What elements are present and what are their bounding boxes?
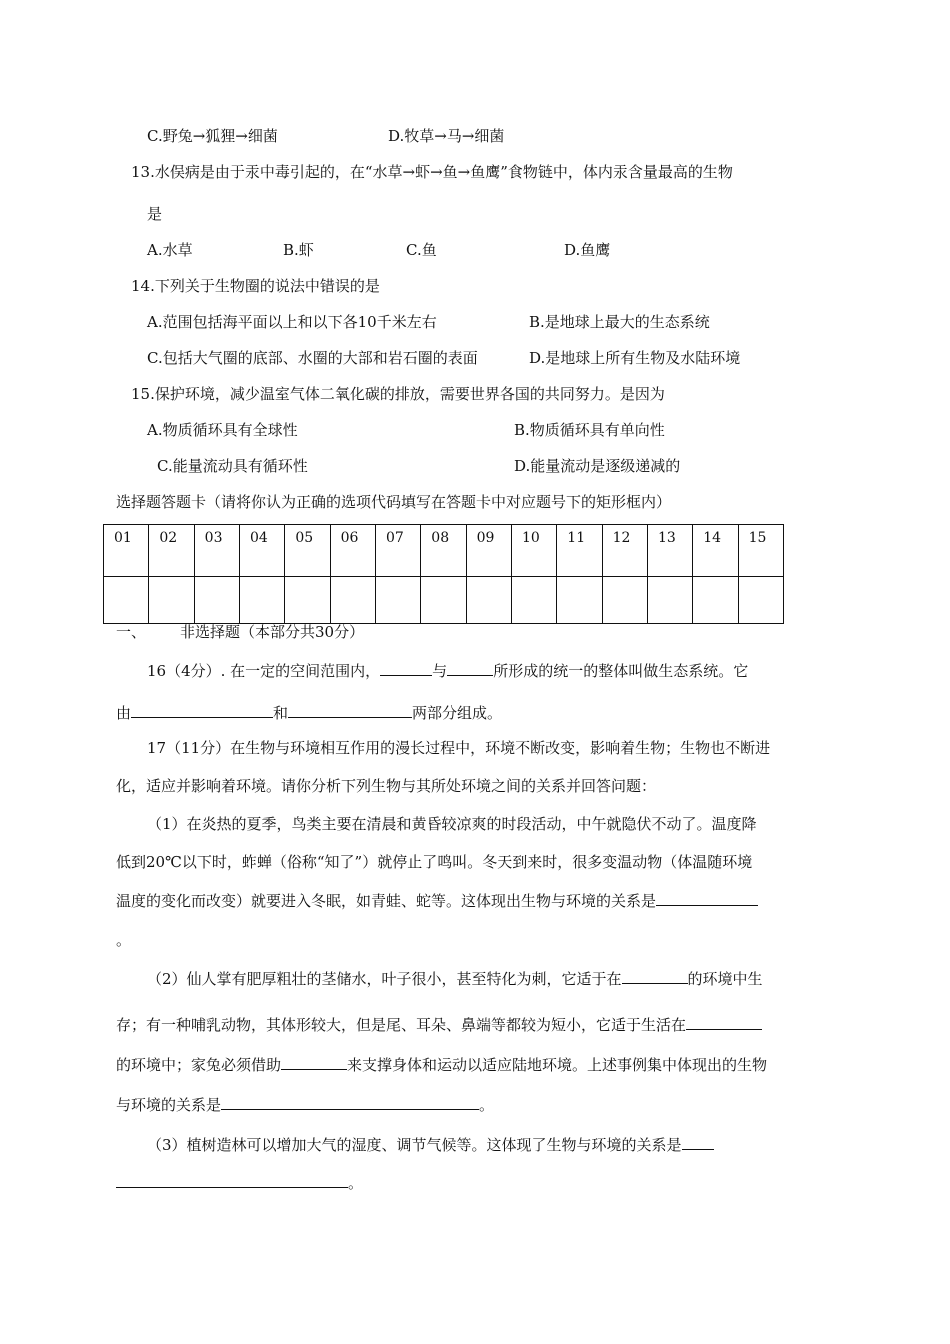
q17-3-blank-1[interactable] [682,1134,714,1150]
q17-2-blank-3[interactable] [281,1054,347,1070]
answer-card-number: 10 [511,525,556,577]
answer-card-number: 15 [738,525,783,577]
q17-intro-line1: 17（11分）在生物与环境相互作用的漫长过程中，环境不断改变，影响着生物；生物也不断进 [147,739,771,757]
answer-card-number: 05 [285,525,330,577]
answer-box[interactable] [375,577,420,624]
q17-2-blank-2[interactable] [686,1014,762,1030]
section2-number: 一、 [116,623,147,641]
answer-card-number: 12 [602,525,647,577]
q16-line1 [147,660,748,681]
q15-option-b: B.物质循环具有单向性 [514,421,665,439]
answer-box[interactable] [466,577,511,624]
q17-2-text-3: 存；有一种哺乳动物，其体形较大，但是尾、耳朵、鼻端等都较为短小，它适于生活在 [116,1016,687,1034]
q16-text-4: 由 [116,704,132,722]
q17-2-text-1: （2）仙人掌有肥厚粗壮的茎储水，叶子很小，甚至特化为刺，它适于在 [147,970,622,988]
answer-box[interactable] [738,577,783,624]
q16-text-6: 两部分组成。 [412,704,503,722]
q16-text-3: 所形成的统一的整体叫做生态系统。它 [493,662,749,680]
answer-box[interactable] [602,577,647,624]
section2-title: 非选择题（本部分共30分） [180,623,365,641]
answer-card-number: 04 [239,525,284,577]
answer-card-number: 08 [421,525,466,577]
q13-stem-line2: 是 [147,205,163,223]
answer-box[interactable] [693,577,738,624]
q17-2-text-5: 来支撑身体和运动以适应陆地环境。上述事例集中体现出的生物 [347,1056,768,1074]
answer-card-number: 09 [466,525,511,577]
q17-2-line3 [116,1054,767,1075]
q17-3-end: 。 [348,1174,364,1192]
answer-box[interactable] [104,577,149,624]
answer-card-number: 11 [557,525,602,577]
answer-card-number: 02 [149,525,194,577]
q13-option-d: D.鱼鹰 [564,241,611,259]
q17-3-line1 [147,1134,714,1155]
q17-2-line2 [116,1014,762,1035]
q17-3-text: （3）植树造林可以增加大气的湿度、调节气候等。这体现了生物与环境的关系是 [147,1136,682,1154]
q17-1-line2: 低到20℃以下时，蚱蝉（俗称“知了”）就停止了鸣叫。冬天到来时，很多变温动物（体温随环境 [116,853,753,871]
answer-box[interactable] [194,577,239,624]
answer-box[interactable] [647,577,692,624]
q17-2-text-7: 。 [479,1096,495,1114]
q16-text-5: 和 [273,704,289,722]
answer-card-number: 03 [194,525,239,577]
answer-box[interactable] [285,577,330,624]
answer-box[interactable] [421,577,466,624]
q14-option-d: D.是地球上所有生物及水陆环境 [529,349,741,367]
q13-stem-line1: 13.水俣病是由于汞中毒引起的，在“水草→虾→鱼→鱼鹰”食物链中，体内汞含量最高的生物 [131,163,733,181]
answer-card-number: 06 [330,525,375,577]
q16-blank-1[interactable] [380,660,432,676]
q14-stem: 14.下列关于生物圈的说法中错误的是 [131,277,380,295]
q17-2-text-6: 与环境的关系是 [116,1096,222,1114]
q17-1-blank[interactable] [656,890,758,906]
q17-2-blank-4[interactable] [221,1094,479,1110]
answer-box[interactable] [330,577,375,624]
q17-intro-line2: 化，适应并影响着环境。请你分析下列生物与其所处环境之间的关系并回答问题： [116,777,657,795]
answer-card-table [103,524,784,624]
q17-1-line1: （1）在炎热的夏季，鸟类主要在清晨和黄昏较凉爽的时段活动，中午就隐伏不动了。温度降 [147,815,757,833]
q12-option-d: D.牧草→马→细菌 [388,127,505,145]
q17-1-line3 [116,890,758,911]
q17-2-line1 [147,968,763,989]
q16-blank-2[interactable] [447,660,493,676]
answer-box[interactable] [239,577,284,624]
answer-box[interactable] [557,577,602,624]
q15-option-c: C.能量流动具有循环性 [157,457,308,475]
answer-box[interactable] [511,577,556,624]
q17-2-text-4: 的环境中；家兔必须借助 [116,1056,282,1074]
answer-card-number: 13 [647,525,692,577]
q15-option-a: A.物质循环具有全球性 [147,421,298,439]
q13-option-c: C.鱼 [406,241,437,259]
q13-option-a: A.水草 [147,241,193,259]
q13-option-b: B.虾 [283,241,314,259]
q16-blank-4[interactable] [288,702,412,718]
answer-box[interactable] [149,577,194,624]
answer-card-number: 07 [375,525,420,577]
q16-text-1: 16（4分）. 在一定的空间范围内， [147,662,381,680]
q14-option-a: A.范围包括海平面以上和以下各10千米左右 [147,313,437,331]
q16-blank-3[interactable] [131,702,273,718]
q15-stem: 15.保护环境，减少温室气体二氧化碳的排放，需要世界各国的共同努力。是因为 [131,385,665,403]
answer-card-number: 01 [104,525,149,577]
q14-option-b: B.是地球上最大的生态系统 [529,313,710,331]
q16-line2 [116,702,502,723]
answer-card-title: 选择题答题卡（请将你认为正确的选项代码填写在答题卡中对应题号下的矩形框内） [116,493,672,511]
q14-option-c: C.包括大气圈的底部、水圈的大部和岩石圈的表面 [147,349,478,367]
q17-2-line4 [116,1094,494,1115]
q17-1-line4: 。 [116,931,132,949]
q17-2-text-2: 的环境中生 [687,970,763,988]
q16-text-2: 与 [432,662,448,680]
q17-3-line2 [116,1172,363,1193]
q17-1-text: 温度的变化而改变）就要进入冬眠，如青蛙、蛇等。这体现出生物与环境的关系是 [116,892,657,910]
answer-card-number: 14 [693,525,738,577]
q17-2-blank-1[interactable] [622,968,688,984]
q15-option-d: D.能量流动是逐级递减的 [514,457,681,475]
q12-option-c: C.野兔→狐狸→细菌 [147,127,278,145]
q17-3-blank-2[interactable] [116,1172,348,1188]
